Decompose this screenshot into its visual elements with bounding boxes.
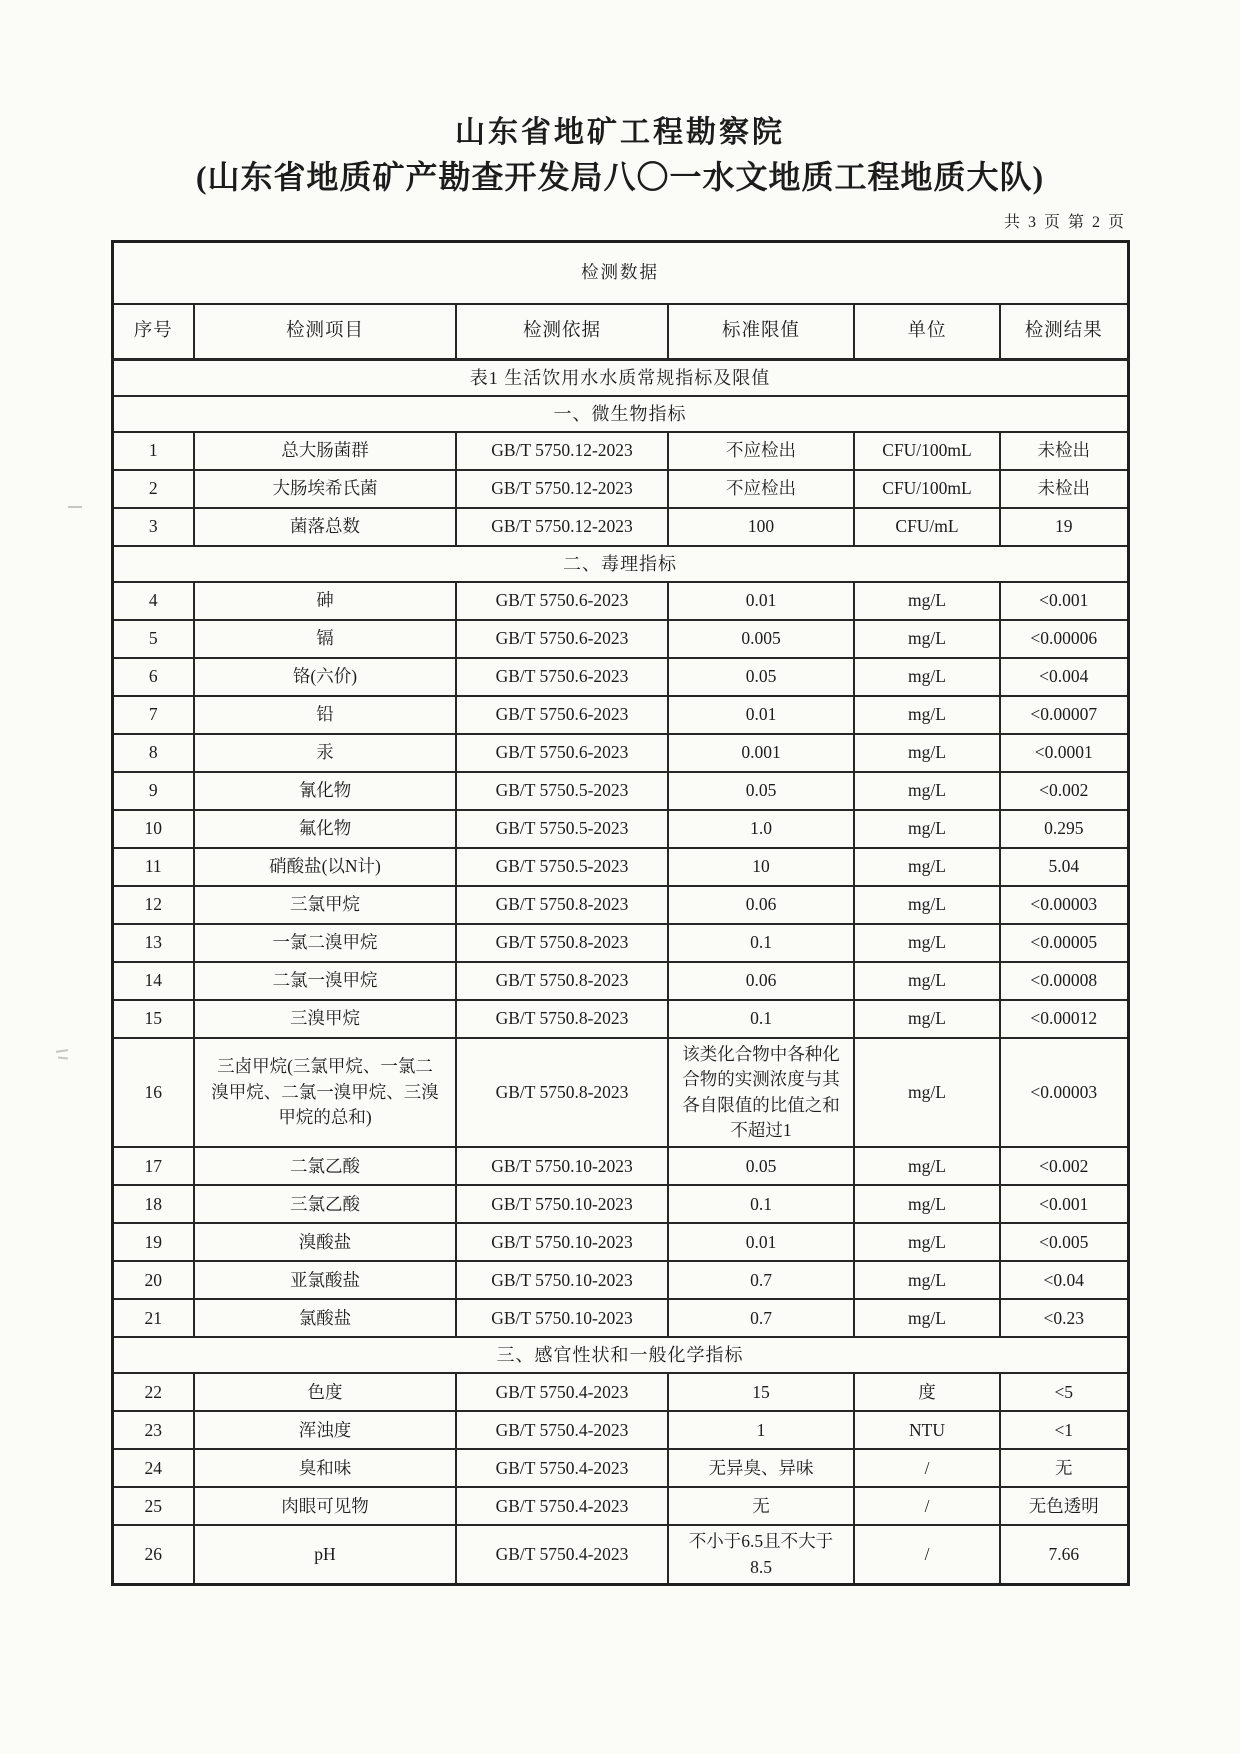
cell-unit: CFU/100mL <box>854 432 1000 470</box>
cell-item: 硝酸盐(以N计) <box>194 848 456 886</box>
section-label: 三、感官性状和一般化学指标 <box>112 1337 1128 1373</box>
cell-method: GB/T 5750.4-2023 <box>456 1487 668 1525</box>
table-row <box>112 810 1128 848</box>
cell-unit: CFU/100mL <box>854 470 1000 508</box>
cell-method: GB/T 5750.8-2023 <box>456 962 668 1000</box>
table-row <box>112 734 1128 772</box>
column-header-no: 序号 <box>112 304 194 360</box>
table-title-row <box>112 242 1128 304</box>
cell-item: 三氯甲烷 <box>194 886 456 924</box>
scan-artifact <box>58 1056 68 1059</box>
cell-result: <0.002 <box>1000 772 1128 810</box>
cell-no: 2 <box>112 470 194 508</box>
cell-no: 12 <box>112 886 194 924</box>
cell-unit: mg/L <box>854 620 1000 658</box>
cell-item: 肉眼可见物 <box>194 1487 456 1525</box>
cell-limit: 1 <box>668 1411 854 1449</box>
cell-method: GB/T 5750.10-2023 <box>456 1223 668 1261</box>
cell-method: GB/T 5750.12-2023 <box>456 432 668 470</box>
cell-unit: mg/L <box>854 924 1000 962</box>
cell-item: 溴酸盐 <box>194 1223 456 1261</box>
cell-result: 19 <box>1000 508 1128 546</box>
cell-method: GB/T 5750.6-2023 <box>456 658 668 696</box>
cell-result: <0.004 <box>1000 658 1128 696</box>
test-data-table <box>111 240 1130 1586</box>
cell-item: 菌落总数 <box>194 508 456 546</box>
cell-limit: 1.0 <box>668 810 854 848</box>
cell-no: 15 <box>112 1000 194 1038</box>
cell-limit: 0.1 <box>668 1185 854 1223</box>
cell-method: GB/T 5750.8-2023 <box>456 886 668 924</box>
table-row <box>112 508 1128 546</box>
table-row <box>112 696 1128 734</box>
cell-item: 浑浊度 <box>194 1411 456 1449</box>
doc-title: 山东省地矿工程勘察院 <box>455 116 785 149</box>
cell-result: <0.00007 <box>1000 696 1128 734</box>
cell-method: GB/T 5750.10-2023 <box>456 1185 668 1223</box>
cell-item: 铅 <box>194 696 456 734</box>
table-row <box>112 1038 1128 1148</box>
cell-item: 臭和味 <box>194 1449 456 1487</box>
cell-item: 铬(六价) <box>194 658 456 696</box>
cell-no: 17 <box>112 1147 194 1185</box>
page-number-info: 共 3 页 第 2 页 <box>1003 214 1126 232</box>
cell-limit: 100 <box>668 508 854 546</box>
table-row <box>112 1000 1128 1038</box>
cell-item: 二氯乙酸 <box>194 1147 456 1185</box>
table-row <box>112 1223 1128 1261</box>
cell-unit: / <box>854 1525 1000 1584</box>
table-row <box>112 658 1128 696</box>
table-row <box>112 848 1128 886</box>
cell-method: GB/T 5750.6-2023 <box>456 620 668 658</box>
cell-method: GB/T 5750.5-2023 <box>456 772 668 810</box>
cell-item: 三氯乙酸 <box>194 1185 456 1223</box>
section-label: 二、毒理指标 <box>112 546 1128 582</box>
cell-unit: mg/L <box>854 1185 1000 1223</box>
cell-result: 7.66 <box>1000 1525 1128 1584</box>
cell-limit: 不应检出 <box>668 432 854 470</box>
table-row <box>112 1487 1128 1525</box>
cell-unit: mg/L <box>854 658 1000 696</box>
cell-item: 一氯二溴甲烷 <box>194 924 456 962</box>
table-row <box>112 1411 1128 1449</box>
cell-no: 16 <box>112 1038 194 1148</box>
cell-result: 未检出 <box>1000 432 1128 470</box>
section-row <box>112 1337 1128 1373</box>
section-row <box>112 360 1128 396</box>
cell-limit: 0.05 <box>668 772 854 810</box>
cell-result: <0.00005 <box>1000 924 1128 962</box>
column-header-item: 检测项目 <box>194 304 456 360</box>
cell-no: 10 <box>112 810 194 848</box>
cell-item: 二氯一溴甲烷 <box>194 962 456 1000</box>
cell-no: 23 <box>112 1411 194 1449</box>
cell-unit: mg/L <box>854 1147 1000 1185</box>
section-row <box>112 396 1128 432</box>
column-header-row <box>112 304 1128 360</box>
cell-method: GB/T 5750.4-2023 <box>456 1373 668 1411</box>
cell-item: 大肠埃希氏菌 <box>194 470 456 508</box>
cell-limit: 0.001 <box>668 734 854 772</box>
cell-limit: 0.1 <box>668 1000 854 1038</box>
cell-unit: NTU <box>854 1411 1000 1449</box>
cell-method: GB/T 5750.10-2023 <box>456 1261 668 1299</box>
cell-result: <1 <box>1000 1411 1128 1449</box>
cell-no: 26 <box>112 1525 194 1584</box>
cell-limit: 0.06 <box>668 886 854 924</box>
cell-unit: / <box>854 1449 1000 1487</box>
cell-method: GB/T 5750.4-2023 <box>456 1449 668 1487</box>
cell-result: <0.00008 <box>1000 962 1128 1000</box>
cell-result: <0.001 <box>1000 582 1128 620</box>
cell-no: 22 <box>112 1373 194 1411</box>
cell-item: 镉 <box>194 620 456 658</box>
cell-limit: 0.7 <box>668 1261 854 1299</box>
table-row <box>112 924 1128 962</box>
cell-method: GB/T 5750.6-2023 <box>456 734 668 772</box>
cell-result: 未检出 <box>1000 470 1128 508</box>
cell-result: <0.005 <box>1000 1223 1128 1261</box>
cell-method: GB/T 5750.4-2023 <box>456 1411 668 1449</box>
table-row <box>112 432 1128 470</box>
cell-no: 25 <box>112 1487 194 1525</box>
table-row <box>112 772 1128 810</box>
cell-unit: mg/L <box>854 848 1000 886</box>
column-header-unit: 单位 <box>854 304 1000 360</box>
cell-method: GB/T 5750.8-2023 <box>456 1000 668 1038</box>
table-row <box>112 1185 1128 1223</box>
cell-no: 3 <box>112 508 194 546</box>
cell-item: 总大肠菌群 <box>194 432 456 470</box>
cell-no: 14 <box>112 962 194 1000</box>
cell-limit: 不小于6.5且不大于8.5 <box>668 1525 854 1584</box>
cell-method: GB/T 5750.8-2023 <box>456 924 668 962</box>
section-label: 表1 生活饮用水水质常规指标及限值 <box>112 360 1128 396</box>
cell-limit: 0.1 <box>668 924 854 962</box>
cell-result: <5 <box>1000 1373 1128 1411</box>
table-row <box>112 620 1128 658</box>
cell-unit: mg/L <box>854 734 1000 772</box>
cell-result: <0.23 <box>1000 1299 1128 1337</box>
section-row <box>112 546 1128 582</box>
cell-item: 氟化物 <box>194 810 456 848</box>
cell-item: 氯酸盐 <box>194 1299 456 1337</box>
cell-limit: 10 <box>668 848 854 886</box>
cell-no: 21 <box>112 1299 194 1337</box>
table-row <box>112 1299 1128 1337</box>
cell-unit: mg/L <box>854 810 1000 848</box>
cell-method: GB/T 5750.12-2023 <box>456 508 668 546</box>
cell-unit: mg/L <box>854 582 1000 620</box>
cell-unit: mg/L <box>854 1223 1000 1261</box>
cell-result: 0.295 <box>1000 810 1128 848</box>
table-row <box>112 1449 1128 1487</box>
cell-limit: 0.05 <box>668 658 854 696</box>
cell-method: GB/T 5750.12-2023 <box>456 470 668 508</box>
cell-limit: 0.06 <box>668 962 854 1000</box>
cell-no: 19 <box>112 1223 194 1261</box>
cell-no: 13 <box>112 924 194 962</box>
cell-unit: mg/L <box>854 962 1000 1000</box>
cell-method: GB/T 5750.4-2023 <box>456 1525 668 1584</box>
cell-item: 砷 <box>194 582 456 620</box>
cell-method: GB/T 5750.5-2023 <box>456 848 668 886</box>
cell-item: 三溴甲烷 <box>194 1000 456 1038</box>
cell-item: 汞 <box>194 734 456 772</box>
cell-result: 无色透明 <box>1000 1487 1128 1525</box>
cell-unit: mg/L <box>854 1038 1000 1148</box>
cell-limit: 0.01 <box>668 696 854 734</box>
table-row <box>112 582 1128 620</box>
cell-no: 6 <box>112 658 194 696</box>
table-row <box>112 1373 1128 1411</box>
cell-no: 18 <box>112 1185 194 1223</box>
column-header-result: 检测结果 <box>1000 304 1128 360</box>
cell-no: 24 <box>112 1449 194 1487</box>
cell-method: GB/T 5750.5-2023 <box>456 810 668 848</box>
cell-limit: 该类化合物中各种化合物的实测浓度与其各自限值的比值之和不超过1 <box>668 1038 854 1148</box>
cell-unit: mg/L <box>854 886 1000 924</box>
cell-unit: mg/L <box>854 772 1000 810</box>
cell-result: <0.00003 <box>1000 1038 1128 1148</box>
table-body <box>112 360 1128 1585</box>
cell-no: 5 <box>112 620 194 658</box>
cell-method: GB/T 5750.10-2023 <box>456 1299 668 1337</box>
cell-no: 9 <box>112 772 194 810</box>
cell-unit: mg/L <box>854 1261 1000 1299</box>
cell-limit: 0.7 <box>668 1299 854 1337</box>
cell-limit: 0.05 <box>668 1147 854 1185</box>
table-row <box>112 962 1128 1000</box>
cell-result: <0.00003 <box>1000 886 1128 924</box>
scan-artifact <box>68 506 82 508</box>
cell-method: GB/T 5750.6-2023 <box>456 696 668 734</box>
cell-no: 4 <box>112 582 194 620</box>
cell-no: 8 <box>112 734 194 772</box>
column-header-limit: 标准限值 <box>668 304 854 360</box>
cell-result: <0.0001 <box>1000 734 1128 772</box>
cell-no: 20 <box>112 1261 194 1299</box>
cell-result: 5.04 <box>1000 848 1128 886</box>
cell-item: 亚氯酸盐 <box>194 1261 456 1299</box>
doc-subtitle: (山东省地质矿产勘查开发局八〇一水文地质工程地质大队) <box>195 158 1045 195</box>
cell-no: 7 <box>112 696 194 734</box>
cell-item: 三卤甲烷(三氯甲烷、一氯二溴甲烷、二氯一溴甲烷、三溴甲烷的总和) <box>194 1038 456 1148</box>
table-row <box>112 886 1128 924</box>
cell-unit: 度 <box>854 1373 1000 1411</box>
cell-unit: mg/L <box>854 1000 1000 1038</box>
cell-limit: 无异臭、异味 <box>668 1449 854 1487</box>
cell-limit: 0.01 <box>668 1223 854 1261</box>
column-header-method: 检测依据 <box>456 304 668 360</box>
cell-method: GB/T 5750.6-2023 <box>456 582 668 620</box>
table-row <box>112 470 1128 508</box>
cell-limit: 15 <box>668 1373 854 1411</box>
cell-limit: 0.005 <box>668 620 854 658</box>
table-row <box>112 1525 1128 1584</box>
cell-no: 11 <box>112 848 194 886</box>
scan-artifact <box>56 1049 68 1053</box>
section-label: 一、微生物指标 <box>112 396 1128 432</box>
cell-method: GB/T 5750.10-2023 <box>456 1147 668 1185</box>
cell-result: <0.04 <box>1000 1261 1128 1299</box>
cell-item: 氰化物 <box>194 772 456 810</box>
cell-no: 1 <box>112 432 194 470</box>
cell-unit: CFU/mL <box>854 508 1000 546</box>
cell-limit: 0.01 <box>668 582 854 620</box>
cell-result: 无 <box>1000 1449 1128 1487</box>
cell-result: <0.00012 <box>1000 1000 1128 1038</box>
cell-unit: / <box>854 1487 1000 1525</box>
cell-unit: mg/L <box>854 696 1000 734</box>
table-row <box>112 1147 1128 1185</box>
cell-item: pH <box>194 1525 456 1584</box>
cell-result: <0.002 <box>1000 1147 1128 1185</box>
cell-item: 色度 <box>194 1373 456 1411</box>
cell-limit: 不应检出 <box>668 470 854 508</box>
table-title: 检测数据 <box>112 242 1128 304</box>
table-row <box>112 1261 1128 1299</box>
cell-method: GB/T 5750.8-2023 <box>456 1038 668 1148</box>
cell-result: <0.001 <box>1000 1185 1128 1223</box>
cell-unit: mg/L <box>854 1299 1000 1337</box>
cell-limit: 无 <box>668 1487 854 1525</box>
cell-result: <0.00006 <box>1000 620 1128 658</box>
